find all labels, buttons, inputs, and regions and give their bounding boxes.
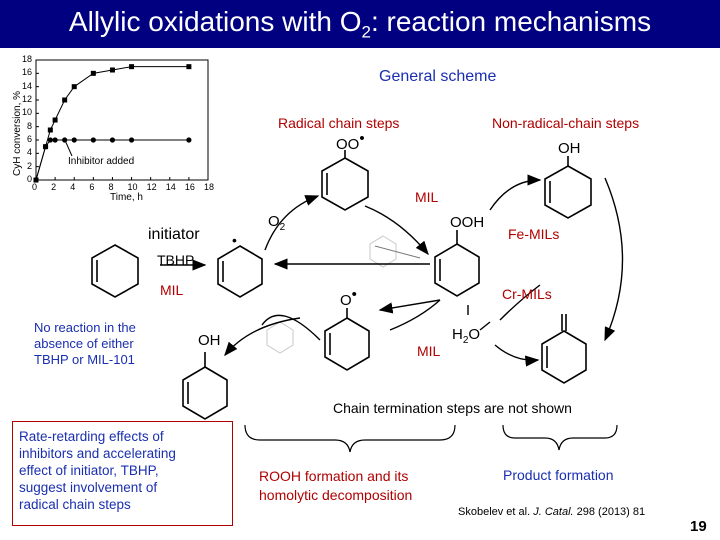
y-tick-label: 12 bbox=[22, 94, 33, 104]
cyclohexenone-ring bbox=[542, 331, 586, 383]
slide-title: Allylic oxidations with $O_2$: reaction mechanisms bbox=[0, 0, 720, 48]
x-tick-label: 12 bbox=[146, 182, 157, 192]
data-point-circle bbox=[91, 137, 96, 142]
data-point-square bbox=[91, 71, 96, 76]
y-tick-label: 0 bbox=[27, 174, 33, 184]
radical-dot: • bbox=[232, 232, 237, 248]
mil-label-top: MIL bbox=[415, 189, 439, 205]
y-tick-label: 6 bbox=[27, 134, 33, 144]
y-tick-label: 18 bbox=[22, 54, 33, 64]
conclusion-text: Rate-retarding effects of inhibitors and accelerating effect of initiator, TBHP, suggest involvement of radical chain steps bbox=[19, 429, 176, 512]
data-point-circle bbox=[43, 144, 48, 149]
cyclohexene-ring bbox=[92, 245, 138, 297]
y-tick-label: 8 bbox=[27, 120, 33, 131]
inhibitor-pointer bbox=[64, 138, 72, 156]
radical-brace bbox=[245, 425, 455, 452]
fe-mils-arrow bbox=[490, 180, 540, 210]
cyclohexenyl-peroxy-ring bbox=[322, 158, 368, 210]
slide-number: 19 bbox=[690, 518, 707, 535]
no-reaction-note: No reaction in the absence of either TBHP or MIL-101 bbox=[34, 320, 136, 367]
nonradical-brace bbox=[503, 425, 617, 450]
oh-label-top: OH bbox=[558, 140, 581, 157]
chart-annotation: Inhibitor added bbox=[68, 156, 135, 167]
cyclohexenol-ring-bottom bbox=[183, 367, 227, 419]
data-point-square bbox=[53, 118, 58, 123]
y-tick-label: 14 bbox=[22, 80, 33, 91]
termination-note: Chain termination steps are not shown bbox=[333, 400, 572, 416]
cyclohexenol-ring-top bbox=[545, 166, 591, 218]
water-label: $H_2O$ bbox=[452, 326, 481, 346]
data-point-square bbox=[129, 64, 134, 69]
data-point-circle bbox=[48, 137, 53, 142]
x-tick-label: 14 bbox=[165, 182, 176, 192]
y-tick-label: 2 bbox=[27, 160, 33, 171]
oh-label-bottom: OH bbox=[198, 332, 221, 349]
conclusion-box bbox=[12, 421, 233, 526]
data-point-circle bbox=[110, 137, 115, 142]
o2-label: $O_2$ bbox=[268, 213, 286, 233]
fe-mils-label: Fe-MILs bbox=[508, 226, 560, 242]
chart-ylabel: CyH conversion, % bbox=[12, 90, 23, 176]
x-tick-label: 10 bbox=[127, 182, 138, 192]
data-point-circle bbox=[186, 137, 191, 142]
mil-label-left: MIL bbox=[160, 282, 184, 298]
cr-mils-arrow bbox=[495, 345, 538, 360]
ooh-label: OOH bbox=[450, 214, 485, 231]
tbhp-label: TBHP bbox=[157, 252, 195, 268]
product-formation-label: Product formation bbox=[503, 467, 614, 483]
reference: Skobelev et al. J. Catal. 298 (2013) 81 bbox=[458, 506, 646, 518]
x-tick-label: 4 bbox=[70, 182, 76, 192]
cr-mils-label: Cr-MILs bbox=[502, 286, 552, 302]
x-tick-label: 18 bbox=[204, 182, 215, 192]
x-tick-label: 16 bbox=[184, 182, 195, 192]
alcohol-to-ketone-arrow bbox=[605, 178, 623, 340]
data-point-square bbox=[110, 68, 115, 73]
y-tick-label: 4 bbox=[27, 147, 33, 158]
radical-steps-label: Radical chain steps bbox=[278, 115, 400, 131]
peroxy-label: OO• bbox=[336, 130, 365, 153]
rooh-formation-label: ROOH formation and its homolytic decomposition bbox=[259, 468, 413, 503]
y-tick-label: 16 bbox=[22, 67, 33, 78]
x-tick-label: 0 bbox=[32, 182, 38, 192]
data-point-circle bbox=[72, 137, 77, 142]
data-point-circle bbox=[129, 137, 134, 142]
x-tick-label: 8 bbox=[108, 182, 114, 192]
y-tick-label: 10 bbox=[22, 107, 33, 118]
homolysis-arrow bbox=[380, 300, 440, 310]
data-point-square bbox=[48, 128, 53, 133]
data-point-square bbox=[62, 98, 67, 103]
nonradical-steps-label: Non-radical-chain steps bbox=[492, 115, 640, 131]
general-scheme-label: General scheme bbox=[379, 68, 497, 85]
data-point-square bbox=[72, 84, 77, 89]
data-point-square bbox=[186, 64, 191, 69]
oxy-radical-label: O• bbox=[340, 286, 357, 309]
initiator-label: initiator bbox=[148, 226, 200, 243]
cyclohexenyl-radical-ring bbox=[218, 246, 262, 297]
cyclohexenyl-oxy-ring bbox=[325, 318, 369, 370]
mil-label-bottom: MIL bbox=[417, 343, 441, 359]
chart-xlabel: Time, h bbox=[110, 192, 143, 203]
x-tick-label: 6 bbox=[89, 182, 95, 192]
data-point-circle bbox=[53, 137, 58, 142]
x-tick-label: 2 bbox=[51, 182, 57, 192]
cyclohexenyl-hydroperoxide-ring bbox=[435, 244, 479, 296]
